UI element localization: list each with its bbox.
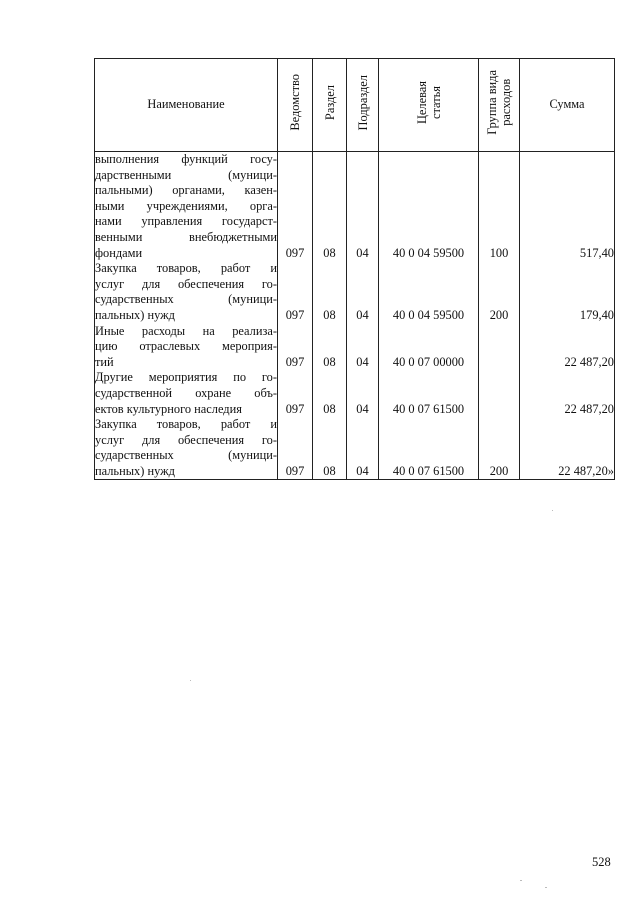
budget-table	[94, 58, 615, 480]
cell-subsection: 04	[347, 370, 379, 417]
cell-dept: 097	[278, 417, 313, 480]
cell-target: 40 0 04 59500	[379, 261, 479, 323]
name-line: сударственной охране объ-	[95, 385, 277, 400]
scan-speck	[545, 887, 547, 888]
name-line: услуг для обеспечения го-	[95, 432, 277, 447]
cell-section: 08	[313, 417, 347, 480]
scan-speck	[190, 680, 191, 681]
name-line: пальных) нужд	[95, 307, 175, 322]
cell-target: 40 0 07 61500	[379, 417, 479, 480]
name-line: услуг для обеспечения го-	[95, 276, 277, 291]
cell-dept: 097	[278, 152, 313, 262]
cell-subsection: 04	[347, 324, 379, 371]
cell-subsection: 04	[347, 417, 379, 480]
table-header-row	[95, 59, 615, 152]
page-number: 528	[592, 855, 611, 869]
cell-name	[95, 370, 278, 417]
table-row	[95, 417, 615, 480]
name-line: сударственных (муници-	[95, 448, 277, 463]
header-group: Группа вида расходов	[479, 59, 520, 152]
name-line: нами управления государст-	[95, 214, 277, 229]
cell-group: 200	[479, 261, 520, 323]
table-row	[95, 324, 615, 371]
cell-subsection: 04	[347, 261, 379, 323]
name-line: пальными) органами, казен-	[95, 183, 277, 198]
header-subsection: Подраздел	[347, 59, 379, 152]
cell-name	[95, 261, 278, 323]
table-row	[95, 370, 615, 417]
cell-target: 40 0 04 59500	[379, 152, 479, 262]
header-section: Раздел	[313, 59, 347, 152]
name-line: Закупка товаров, работ и	[95, 417, 277, 432]
cell-target: 40 0 07 00000	[379, 324, 479, 371]
header-sum: Сумма	[520, 59, 615, 152]
table-row	[95, 261, 615, 323]
name-line: тий	[95, 354, 114, 369]
name-line: фондами	[95, 245, 143, 260]
name-line: выполнения функций госу-	[95, 152, 277, 166]
name-line: сударственных (муници-	[95, 292, 277, 307]
name-line: ектов культурного наследия	[95, 401, 242, 416]
cell-name	[95, 324, 278, 371]
name-line: цию отраслевых мероприя-	[95, 339, 277, 354]
cell-dept: 097	[278, 370, 313, 417]
name-line: Другие мероприятия по го-	[95, 370, 277, 385]
name-line: пальных) нужд	[95, 463, 175, 478]
cell-group	[479, 324, 520, 371]
name-line: Иные расходы на реализа-	[95, 323, 277, 338]
cell-sum: 22 487,20»	[520, 417, 615, 480]
name-line: ными учреждениями, орга-	[95, 198, 277, 213]
header-dept: Ведомство	[278, 59, 313, 152]
name-line: Закупка товаров, работ и	[95, 261, 277, 276]
cell-target: 40 0 07 61500	[379, 370, 479, 417]
table-row	[95, 152, 615, 262]
cell-section: 08	[313, 324, 347, 371]
cell-section: 08	[313, 152, 347, 262]
header-target: Целевая статья	[379, 59, 479, 152]
scan-speck	[520, 880, 522, 881]
cell-name	[95, 417, 278, 480]
cell-subsection: 04	[347, 152, 379, 262]
cell-sum: 22 487,20	[520, 324, 615, 371]
cell-sum: 179,40	[520, 261, 615, 323]
cell-dept: 097	[278, 261, 313, 323]
cell-section: 08	[313, 370, 347, 417]
scan-speck	[552, 510, 553, 511]
cell-group: 100	[479, 152, 520, 262]
name-line: дарственными (муници-	[95, 167, 277, 182]
cell-group	[479, 370, 520, 417]
cell-sum: 22 487,20	[520, 370, 615, 417]
cell-section: 08	[313, 261, 347, 323]
cell-group: 200	[479, 417, 520, 480]
header-name: Наименование	[95, 59, 278, 152]
cell-sum: 517,40	[520, 152, 615, 262]
cell-dept: 097	[278, 324, 313, 371]
name-line: венными внебюджетными	[95, 229, 277, 244]
cell-name	[95, 152, 278, 262]
